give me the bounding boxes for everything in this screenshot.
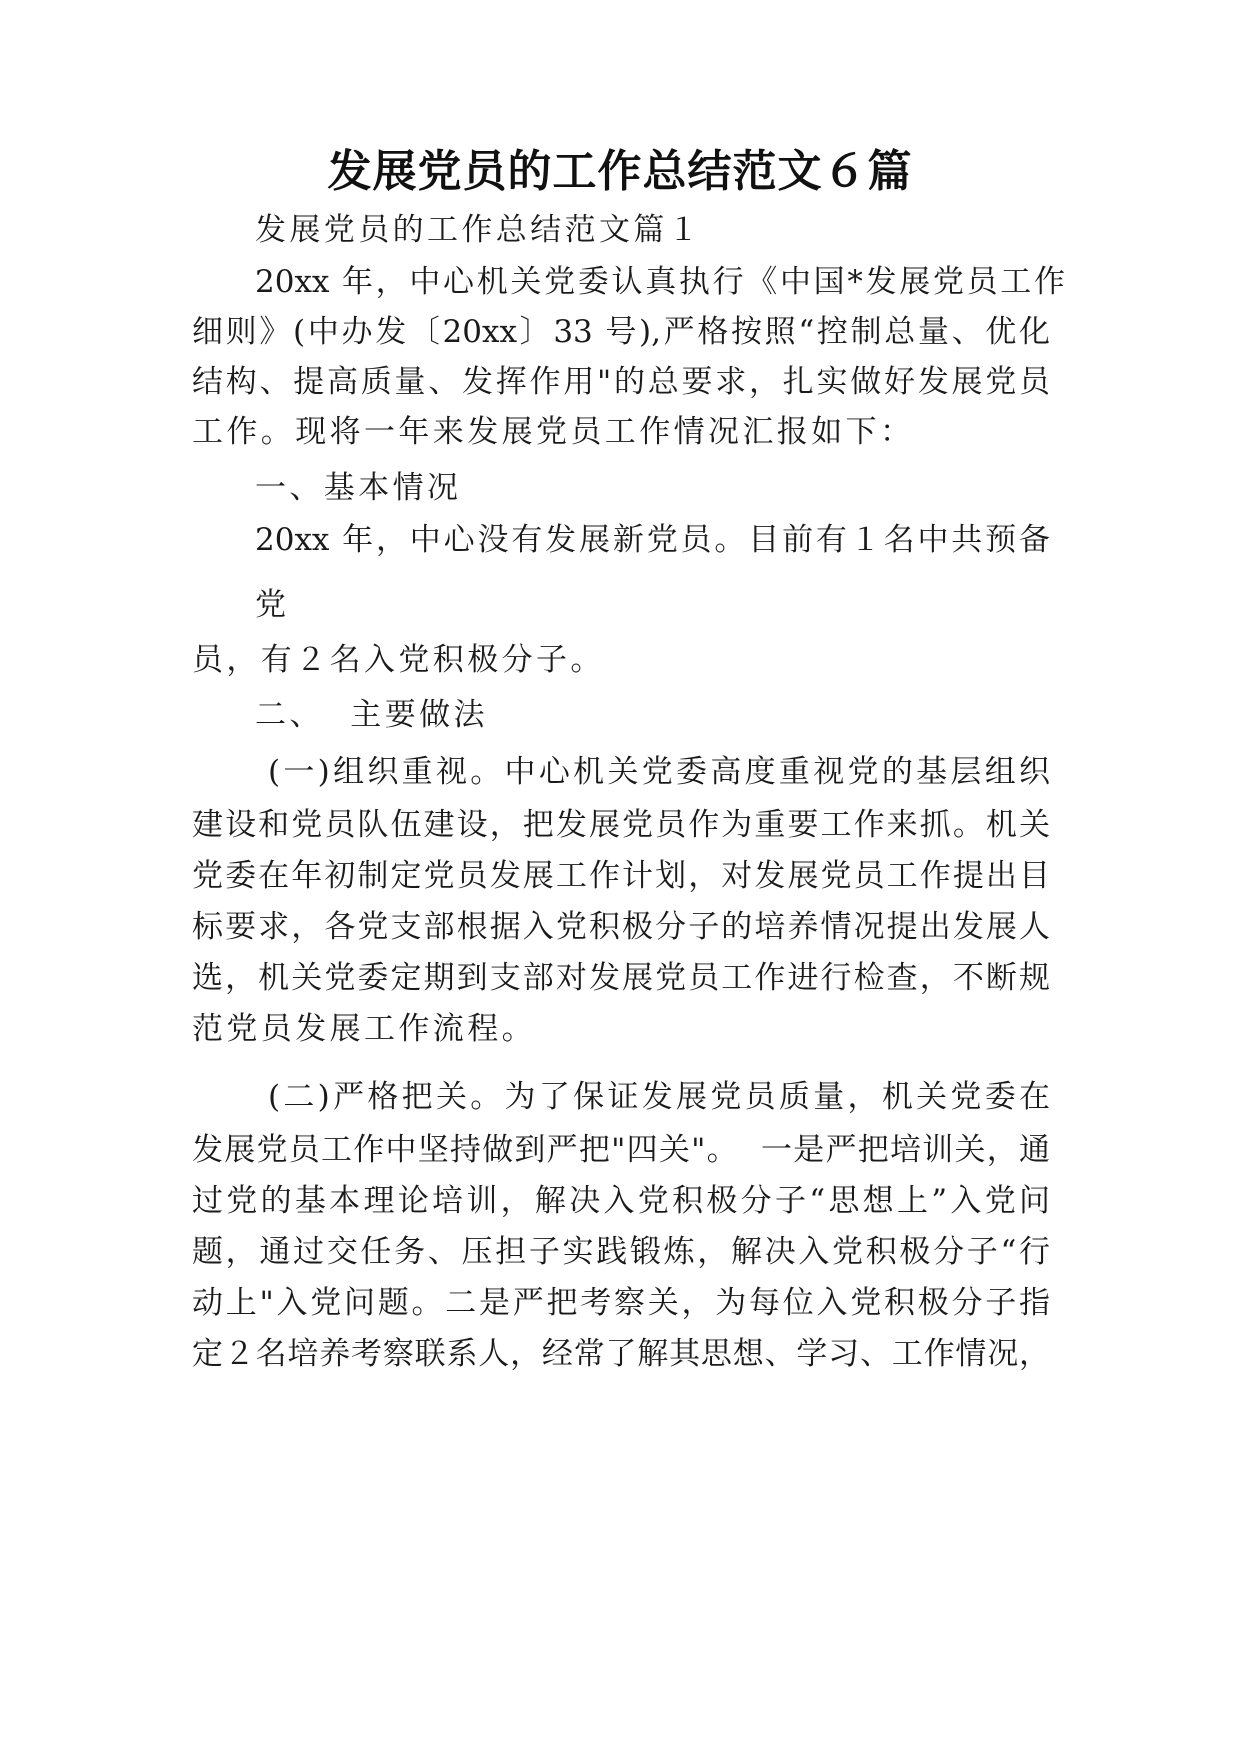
paragraph-line: 动上"入党问题。二是严把考察关，为每位入党积极分子指 [192,1285,1050,1321]
document-title: 发展党员的工作总结范文６篇 [327,146,913,197]
paragraph-line: 党委在年初制定党员发展工作计划，对发展党员工作提出目 [192,858,1050,894]
paragraph-line: 标要求，各党支部根据入党积极分子的培养情况提出发展人 [192,909,1050,945]
paragraph-line: 定２名培养考察联系人，经常了解其思想、学习、工作情况， [192,1336,1050,1372]
paragraph-line: 发展党员工作中坚持做到严把"四关"。 一是严把培训关，通 [192,1132,1050,1168]
paragraph-line: 结构、提高质量、发挥作用"的总要求，扎实做好发展党员 [192,364,1050,400]
paragraph-line: 工作。现将一年来发展党员工作情况汇报如下： [192,414,915,450]
paragraph-line: 过党的基本理论培训，解决入党积极分子“思想上”入党问 [192,1183,1050,1219]
paragraph-line: 题，通过交任务、压担子实践锻炼，解决入党积极分子“行 [192,1234,1050,1270]
paragraph-line: 范党员发展工作流程。 [192,1011,536,1047]
paragraph-line: 细则》(中办发〔20xx〕33 号),严格按照“控制总量、优化 [192,314,1050,350]
paragraph-line: 选，机关党委定期到支部对发展党员工作进行检查，不断规 [192,960,1050,996]
paragraph-line: (一)组织重视。中心机关党委高度重视党的基层组织 [268,754,1050,790]
paragraph-line: 员，有２名入党积极分子。 [192,642,605,678]
section-subtitle: 发展党员的工作总结范文篇１ [255,212,703,248]
section-heading: 二、 主要做法 [255,697,488,733]
paragraph-line: 20xx 年，中心机关党委认真执行《中国*发展党员工作 [255,264,1065,300]
paragraph-line: 建设和党员队伍建设，把发展党员作为重要工作来抓。机关 [192,807,1050,843]
paragraph-line: 党 [255,587,290,623]
section-heading: 一、基本情况 [255,470,462,506]
paragraph-line: (二)严格把关。为了保证发展党员质量，机关党委在 [268,1079,1050,1115]
paragraph-line: 20xx 年，中心没有发展新党员。目前有１名中共预备 [255,522,1050,558]
